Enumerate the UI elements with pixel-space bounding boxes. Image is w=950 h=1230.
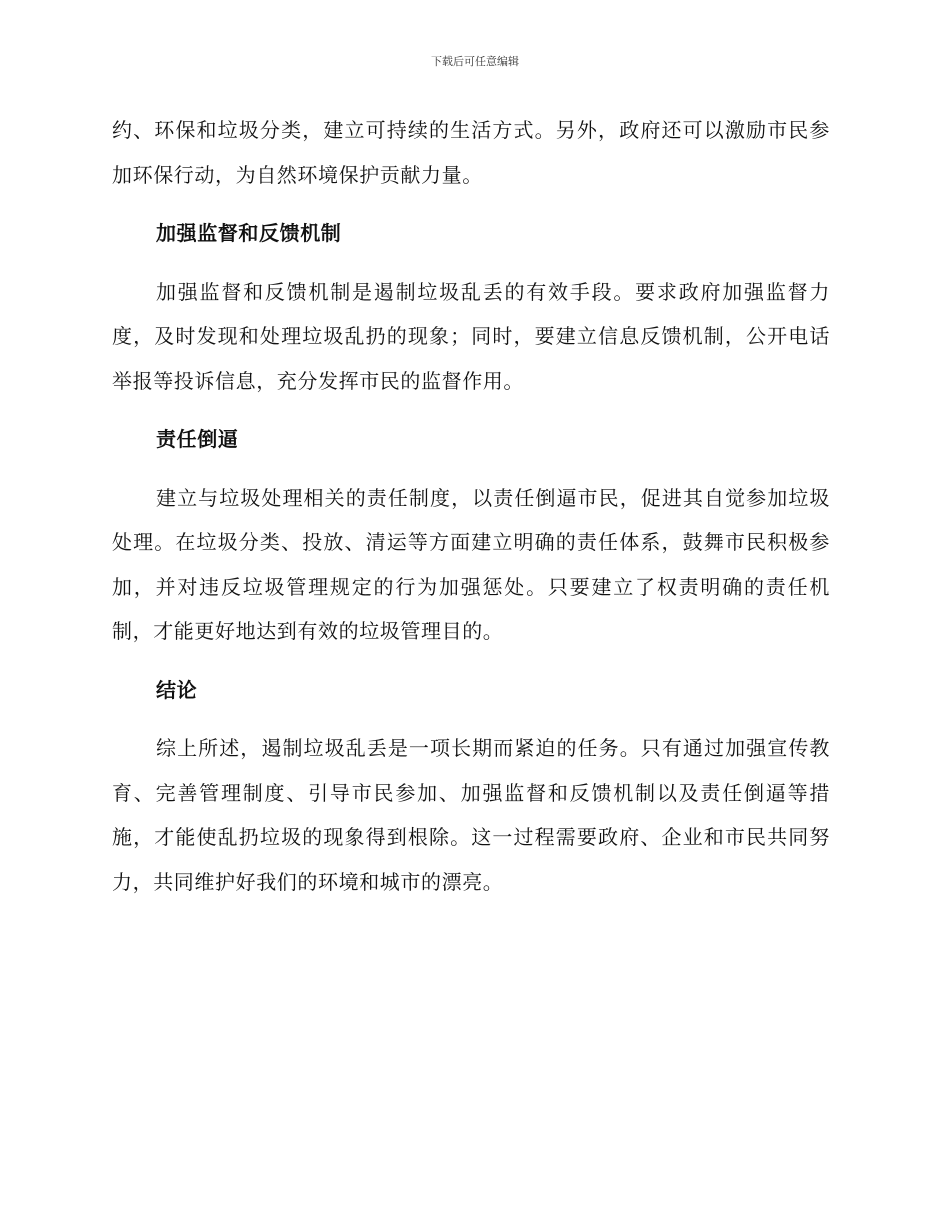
spacer — [112, 403, 830, 417]
paragraph-continued: 约、环保和垃圾分类，建立可持续的生活方式。另外，政府还可以激励市民参加环保行动，为自然环境保护贡献力量。 — [112, 118, 830, 187]
document-body — [112, 108, 830, 904]
page-header: 下载后可任意编辑 — [431, 55, 519, 68]
section-heading-supervision: 加强监督和反馈机制 — [156, 221, 342, 245]
spacer — [112, 462, 830, 476]
section-heading-responsibility: 责任倒逼 — [156, 427, 239, 451]
section-heading-conclusion: 结论 — [156, 677, 198, 702]
paragraph-conclusion: 综上所述，遏制垃圾乱丢是一项长期而紧迫的任务。只有通过加强宣传教育、完善管理制度、引导市民参加、加强监督和反馈机制以及责任倒逼等措施，才能使乱扔垃圾的现象得到根除。这一过程需要政府、企业和市民共同努力，共同维护好我们的环境和城市的漂亮。 — [112, 736, 830, 894]
paragraph-supervision: 加强监督和反馈机制是遏制垃圾乱丢的有效手段。要求政府加强监督力度，及时发现和处理垃圾乱扔的现象；同时，要建立信息反馈机制，公开电话举报等投诉信息，充分发挥市民的监督作用。 — [112, 279, 830, 393]
spacer — [112, 712, 830, 726]
spacer — [112, 197, 830, 211]
paragraph-responsibility: 建立与垃圾处理相关的责任制度，以责任倒逼市民，促进其自觉参加垃圾处理。在垃圾分类、投放、清运等方面建立明确的责任体系，鼓舞市民积极参加，并对违反垃圾管理规定的行为加强惩处。只要建立了权责明确的责任机制，才能更好地达到有效的垃圾管理目的。 — [112, 485, 830, 643]
spacer — [112, 654, 830, 668]
spacer — [112, 256, 830, 270]
